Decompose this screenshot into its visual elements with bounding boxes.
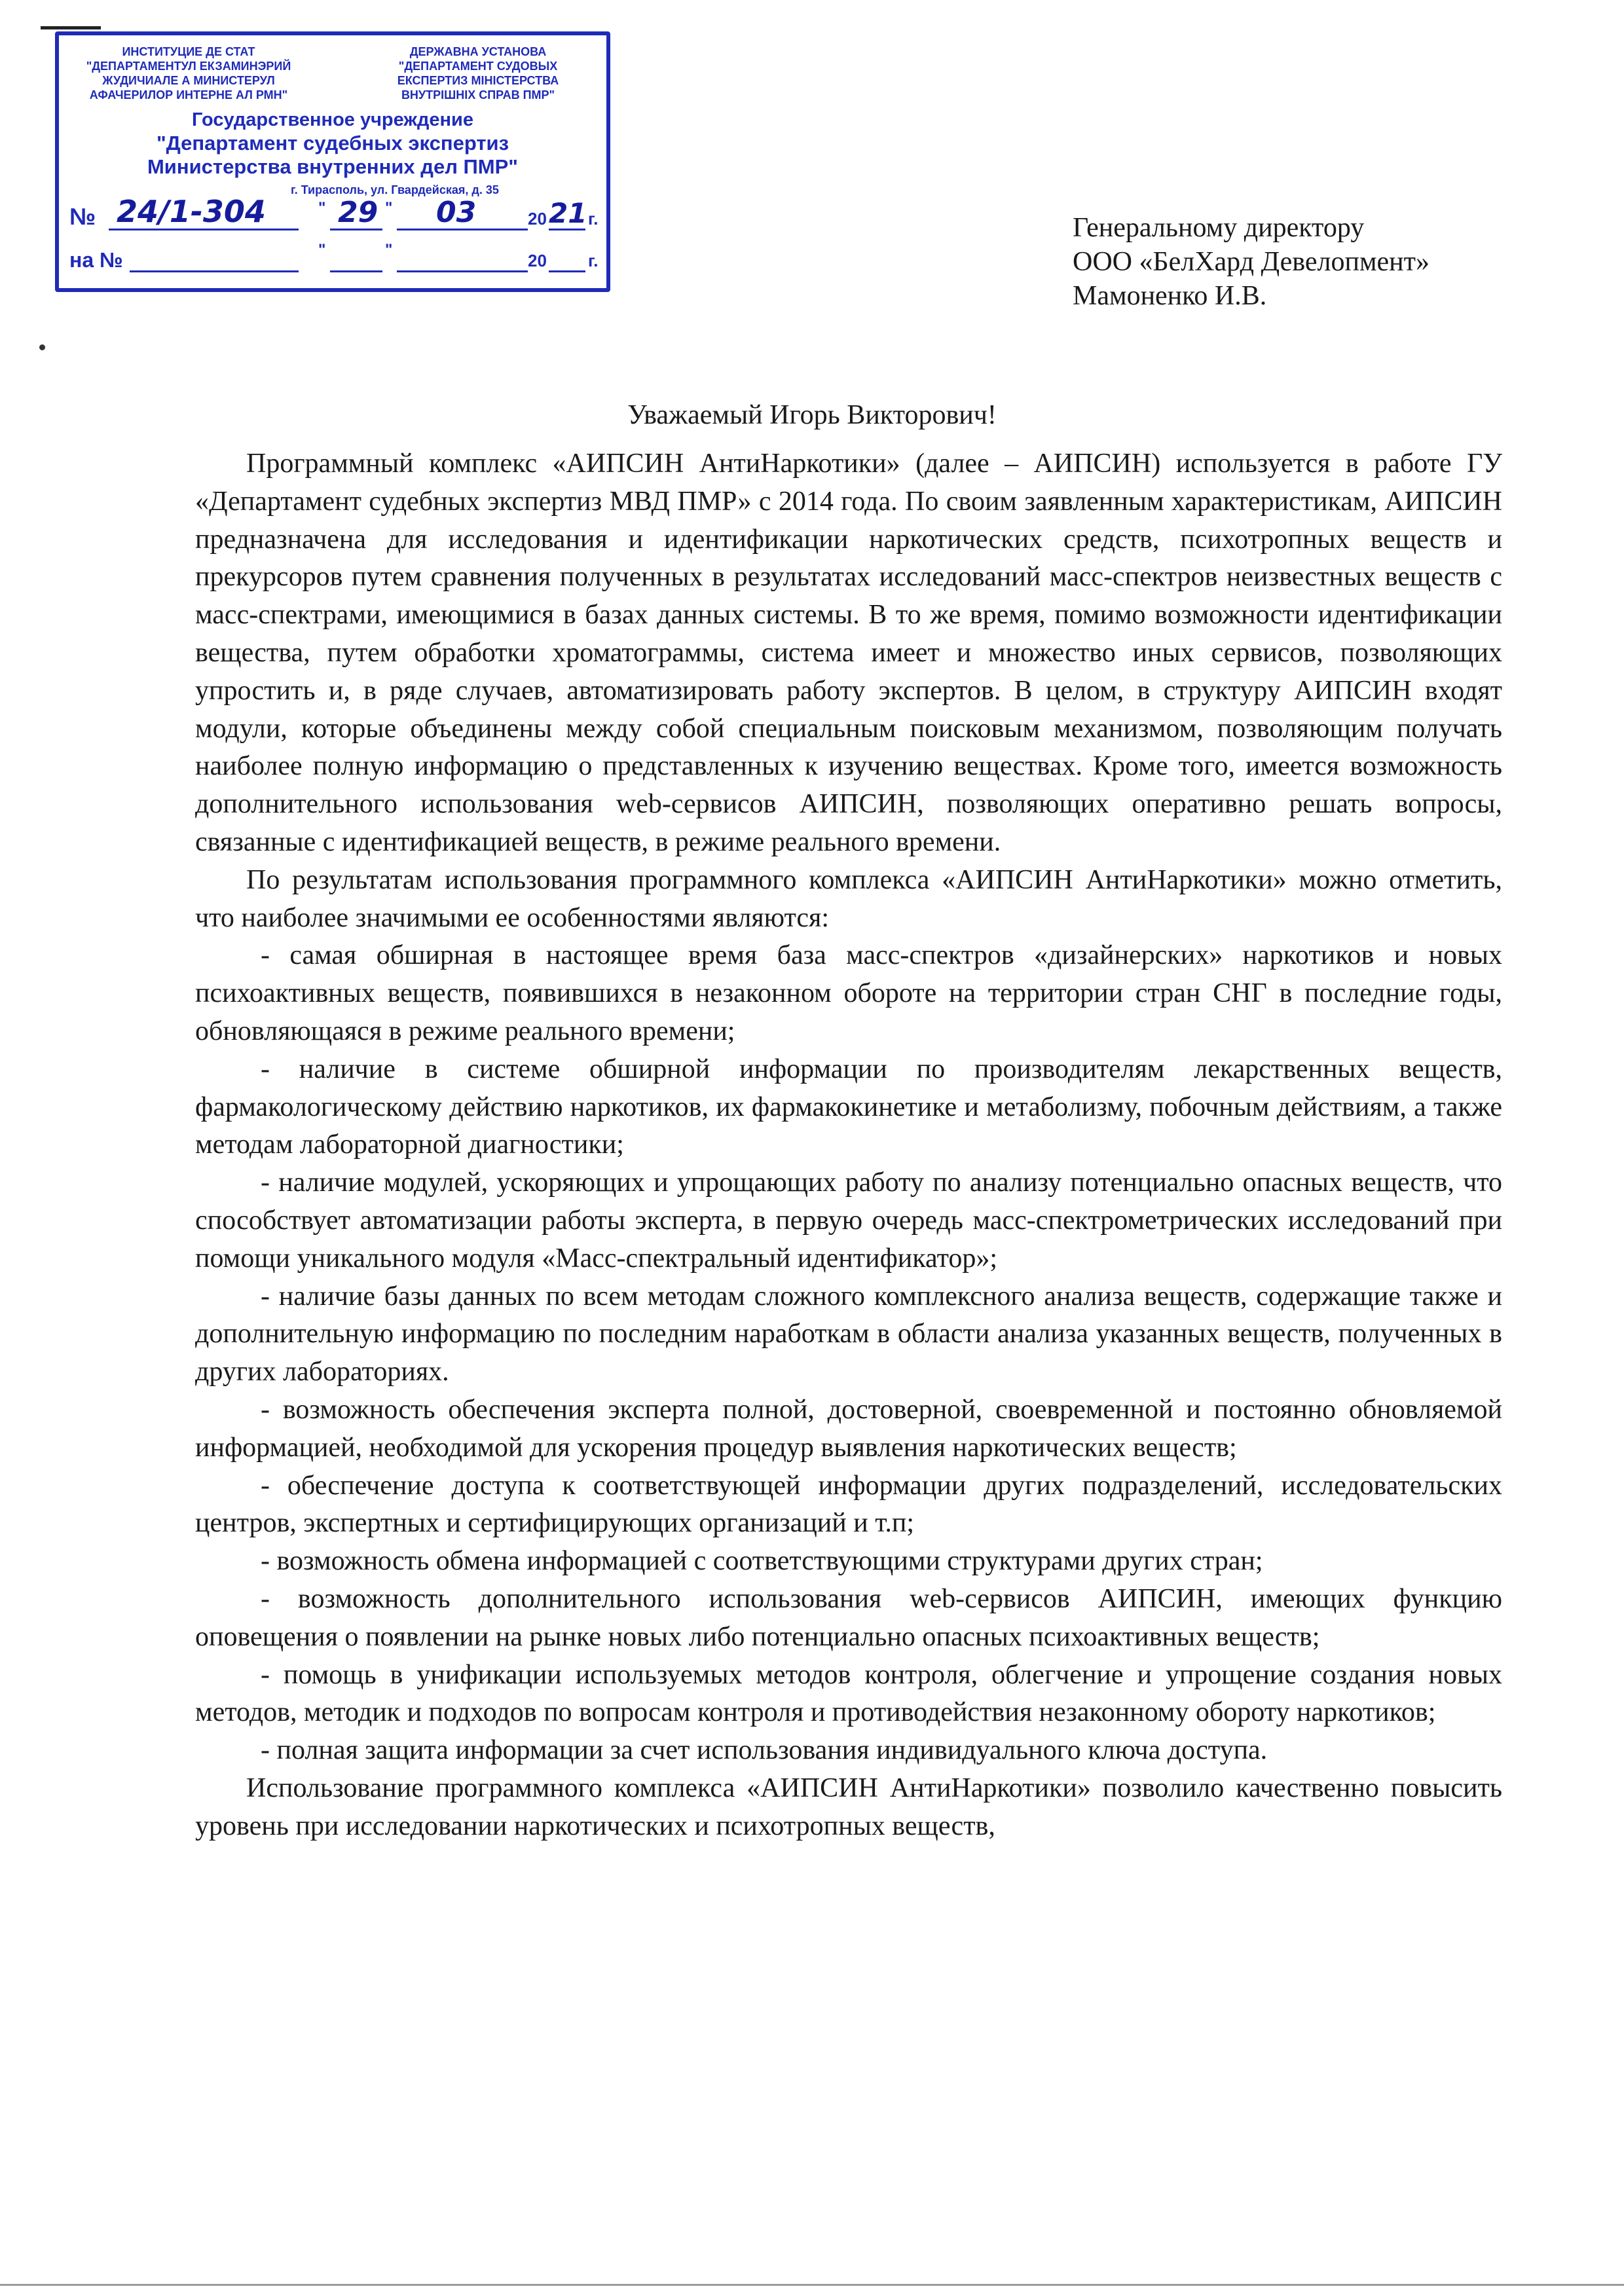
stamp-year-suffix: г. <box>588 251 599 270</box>
addressee-company: ООО «БелХард Девелопмент» <box>1073 247 1430 277</box>
list-item: - помощь в унификации используемых методов контроля, облегчение и упрощение создания новых методов, методик и подходов по вопросам контроля и противодействия незаконному обороту наркотиков; <box>195 1659 1502 1728</box>
stamp-address: г. Тирасполь, ул. Гвардейская, д. 35 <box>291 183 499 196</box>
scan-artifact-dot <box>39 344 45 350</box>
stamp-year-line <box>549 270 585 272</box>
list-item: - наличие базы данных по всем методам сложного комплексного анализа веществ, содержащие также и дополнительную информацию по последним наработкам в области анализа указанных веществ, полученных в других лабораториях. <box>195 1281 1502 1387</box>
scan-bottom-edge <box>0 2284 1624 2286</box>
paragraph: По результатам использования программного комплекса «АИПСИН АнтиНаркотики» можно отметить, что наиболее значимыми ее особенностями являются: <box>195 864 1502 933</box>
stamp-number-label: № <box>69 203 96 230</box>
handwritten-month: 03 <box>436 196 477 229</box>
addressee-name: Мамоненко И.В. <box>1073 281 1267 311</box>
list-item: - обеспечение доступа к соответствующей информации других подразделений, исследовательских центров, экспертных и сертифицирующих организаций и т.п; <box>195 1470 1502 1539</box>
handwritten-number: 24/1-304 <box>117 194 266 229</box>
stamp-outgoing-number-row <box>69 194 606 233</box>
registration-stamp <box>55 31 612 293</box>
addressee-block <box>1073 211 1430 313</box>
list-item: - возможность обеспечения эксперта полной, достоверной, своевременной и постоянно обновляемой информацией, необходимой для ускорения процедур выявления наркотических веществ; <box>195 1394 1502 1463</box>
stamp-reference-number-row <box>69 241 606 275</box>
stamp-title-line: "Департамент судебных экспертиз <box>156 132 509 155</box>
addressee-position: Генеральному директору <box>1073 213 1365 243</box>
letter-body <box>195 445 1502 1845</box>
stamp-moldovan-text <box>64 45 313 102</box>
stamp-right-line: ДЕРЖАВНА УСТАНОВА <box>409 45 547 58</box>
list-item: - наличие в системе обширной информации по производителям лекарственных веществ, фармакологическому действию наркотиков, их фармакокинетике и метаболизму, побочным действиям, а также методам лабораторной диагностики; <box>195 1054 1502 1160</box>
salutation: Уважаемый Игорь Викторович! <box>627 400 997 430</box>
handwritten-year: 21 <box>549 197 587 229</box>
stamp-title-line: Государственное учреждение <box>192 109 473 130</box>
stamp-title-line: Министерства внутренних дел ПМР" <box>147 155 518 178</box>
stamp-ukrainian-text <box>354 45 602 102</box>
stamp-month-line <box>397 270 528 272</box>
stamp-reference-line <box>130 270 299 272</box>
stamp-left-line: "ДЕПАРТАМЕНТУЛ ЕКЗАМИНЭРИЙ <box>86 60 291 73</box>
list-item: - самая обширная в настоящее время база масс-спектров «дизайнерских» наркотиков и новых психоактивных веществ, появившихся в незаконном обороте на территории стран СНГ в последние годы, обновляющаяся в режиме реального времени; <box>195 940 1502 1046</box>
stamp-year-suffix: г. <box>588 209 599 229</box>
paragraph: Использование программного комплекса «АИПСИН АнтиНаркотики» позволило качественно повысить уровень при исследовании наркотических и психотропных веществ, <box>195 1772 1502 1841</box>
stamp-quote: " <box>318 199 326 217</box>
stamp-day-line <box>330 270 382 272</box>
stamp-quote: " <box>385 199 393 217</box>
list-item: - полная защита информации за счет использования индивидуального ключа доступа. <box>261 1735 1268 1766</box>
stamp-year-prefix: 20 <box>528 251 547 270</box>
stamp-left-line: АФАЧЕРИЛОР ИНТЕРНЕ АЛ РМН" <box>89 88 288 101</box>
paragraph: Программный комплекс «АИПСИН АнтиНаркотики» (далее – АИПСИН) используется в работе ГУ «Департамент судебных экспертиз МВД ПМР» с 2014 года. По своим заявленным характеристикам, АИПСИН предназначена для исследования и идентификации наркотических средств, психотропных веществ и прекурсоров путем сравнения полученных в результатах исследований масс-спектров неизвестных веществ с масс-спектрами, имеющимися в базах данных системы. В то же время, помимо возможности идентификации вещества, путем обработки хроматограммы, система имеет и множество иных сервисов, позволяющих упростить и, в ряде случаев, автоматизировать работу экспертов. В целом, в структуру АИПСИН входят модули, которые объединены между собой специальным поисковым механизмом, позволяющим получать наиболее полную информацию о представленных к изучению веществах. Кроме того, имеется возможность дополнительного использования web-сервисов АИПСИН, позволяющих оперативно решать вопросы, связанные с идентификацией веществ, в режиме реального времени. <box>195 449 1502 857</box>
stamp-right-line: ВНУТРІШНІХ СПРАВ ПМР" <box>401 88 555 101</box>
scan-artifact-mark <box>41 26 101 29</box>
stamp-left-line: ИНСТИТУЦИЕ ДЕ СТАТ <box>122 45 255 58</box>
stamp-right-line: ЕКСПЕРТИЗ МІНІСТЕРСТВА <box>397 74 559 87</box>
stamp-quote: " <box>385 241 393 259</box>
stamp-year-prefix: 20 <box>528 209 547 229</box>
stamp-quote: " <box>318 241 326 259</box>
stamp-left-line: ЖУДИЧИАЛЕ А МИНИСТЕРУЛ <box>102 74 275 87</box>
handwritten-day: 29 <box>338 196 378 229</box>
list-item: - возможность обмена информацией с соответствующими структурами других стран; <box>261 1546 1263 1577</box>
list-item: - наличие модулей, ускоряющих и упрощающих работу по анализу потенциально опасных веществ, что способствует автоматизации работы эксперта, в первую очередь масс-спектрометрических исследований при помощи уникального модуля «Масс-спектральный идентификатор»; <box>195 1167 1502 1274</box>
stamp-reference-label: на № <box>69 248 123 272</box>
stamp-right-line: "ДЕПАРТАМЕНТ СУДОВЫХ <box>398 60 558 73</box>
list-item: - возможность дополнительного использования web-сервисов АИПСИН, имеющих функцию оповещения о появлении на рынке новых либо потенциально опасных психоактивных веществ; <box>195 1583 1502 1652</box>
